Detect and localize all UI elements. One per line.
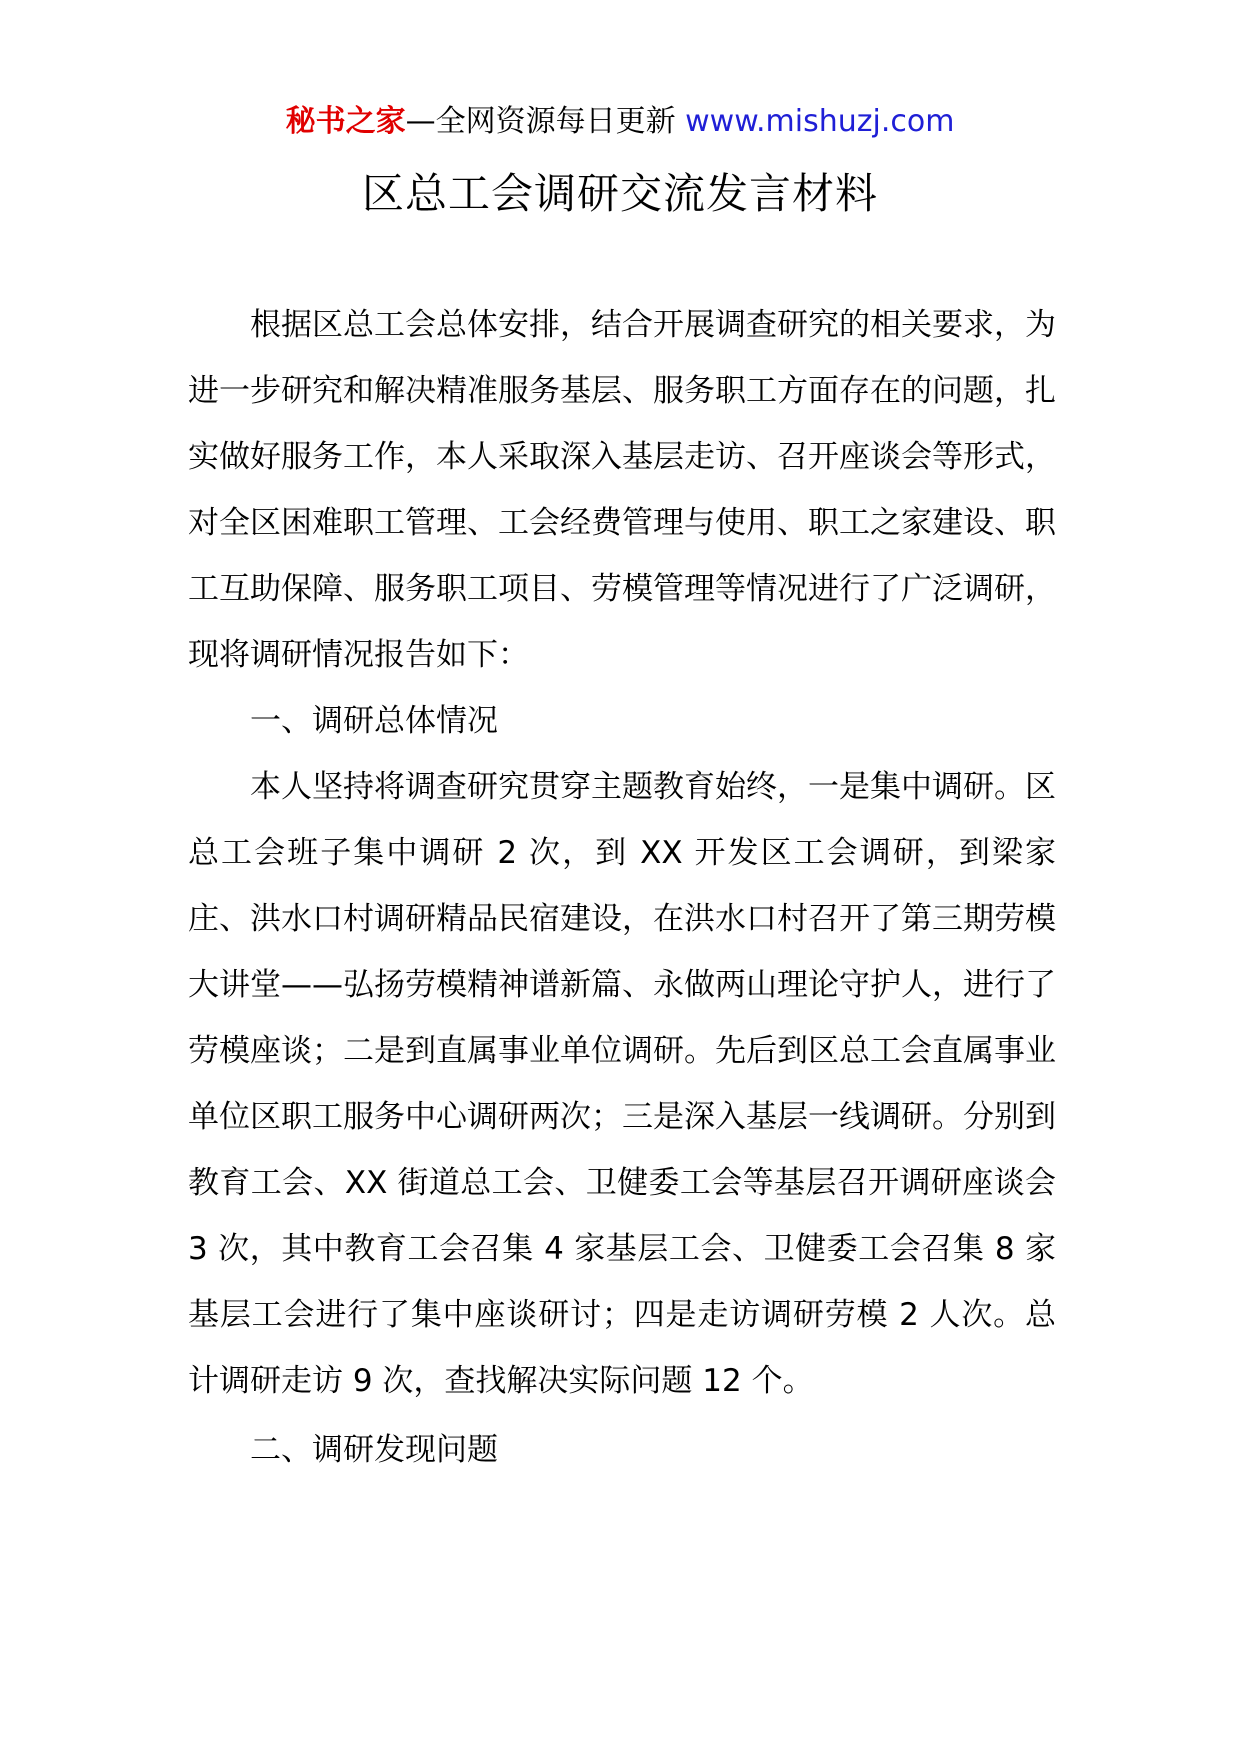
document-body (188, 292, 1056, 1483)
section-heading-2: 二、调研发现问题 (250, 1432, 498, 1468)
document-title: 区总工会调研交流发言材料 (361, 169, 878, 218)
site-url-link[interactable]: www.mishuzj.com (685, 104, 955, 139)
section-paragraph-1: 本人坚持将调查研究贯穿主题教育始终，一是集中调研。区总工会班子集中调研 2 次，到 XX 开发区工会调研，到梁家庄、洪水口村调研精品民宿建设，在洪水口村召开了第三期劳模大讲堂——弘扬劳模精神谱新篇、永做两山理论守护人，进行了劳模座谈；二是到直属事业单位调研。先后到区总工会直属事业单位区职工服务中心调研两次；三是深入基层一线调研。分别到教育工会、XX 街道总工会、卫健委工会等基层召开调研座谈会 3 次，其中教育工会召集 4 家基层工会、卫健委工会召集 8 家基层工会进行了集中座谈研讨；四是走访调研劳模 2 人次。总计调研走访 9 次，查找解决实际问题 12 个。 (188, 769, 1056, 1399)
site-slogan: —全网资源每日更新 (405, 104, 676, 139)
intro-paragraph: 根据区总工会总体安排，结合开展调查研究的相关要求，为进一步研究和解决精准服务基层、服务职工方面存在的问题，扎实做好服务工作，本人采取深入基层走访、召开座谈会等形式，对全区困难职工管理、工会经费管理与使用、职工之家建设、职工互助保障、服务职工项目、劳模管理等情况进行了广泛调研，现将调研情况报告如下： (188, 307, 1056, 673)
section-heading-1: 一、调研总体情况 (250, 703, 498, 739)
site-banner (0, 100, 1240, 144)
site-brand: 秘书之家 (285, 104, 406, 139)
